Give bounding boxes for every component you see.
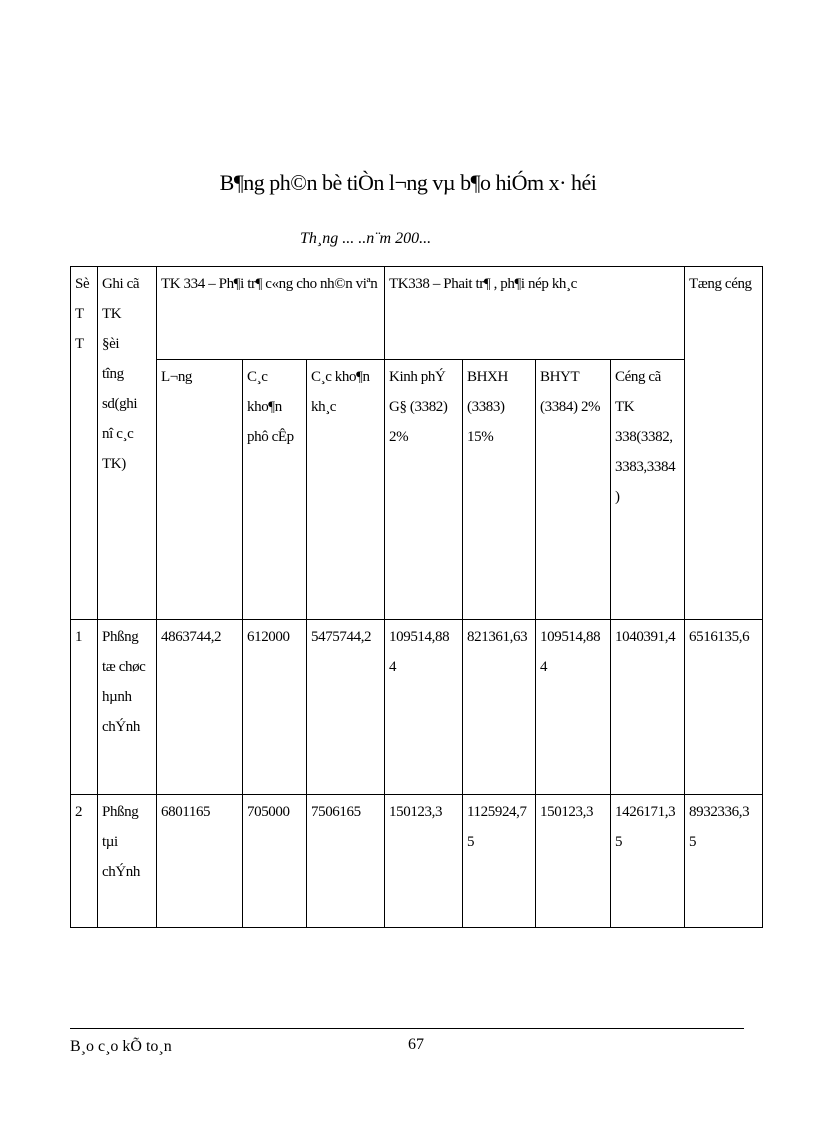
cell-phu-cap: 612000: [243, 620, 307, 795]
cell-tong: 8932336,3 5: [685, 795, 763, 928]
header-bhyt: BHYT (3384) 2%: [536, 360, 611, 620]
cell-khac: 7506165: [307, 795, 385, 928]
table-row: [71, 620, 763, 795]
cell-stt: 1: [71, 620, 98, 795]
cell-cong-co: 1426171,3 5: [611, 795, 685, 928]
cell-bhyt: 150123,3: [536, 795, 611, 928]
cell-bhxh: 1125924,7 5: [463, 795, 536, 928]
cell-cong-co: 1040391,4: [611, 620, 685, 795]
cell-tong: 6516135,6: [685, 620, 763, 795]
cell-phu-cap: 705000: [243, 795, 307, 928]
header-tong-cong: Tæng céng: [685, 267, 763, 620]
cell-name: Phßng tµi chÝnh: [98, 795, 157, 928]
cell-name: Phßng tæ chøc hµnh chÝnh: [98, 620, 157, 795]
header-ghi-co: Ghi cã TK §èi tîng sd(ghi nî c¸c TK): [98, 267, 157, 620]
header-cac-khoan-khac: C¸c kho¶n kh¸c: [307, 360, 385, 620]
cell-kinh-phi: 109514,88 4: [385, 620, 463, 795]
salary-allocation-table: [70, 266, 763, 928]
page-title: B¶ng ph©n bè tiÒn l¬ng vµ b¶o hiÓm x· héi: [219, 170, 597, 195]
header-cac-khoan-phu-cap: C¸c kho¶n phô cÊp: [243, 360, 307, 620]
page-subtitle: Th¸ng ... ..n¨m 200...: [300, 230, 432, 247]
cell-luong: 6801165: [157, 795, 243, 928]
footer-report-title: B¸o c¸o kÕ to¸n: [70, 1038, 172, 1055]
cell-khac: 5475744,2: [307, 620, 385, 795]
header-kinh-phi: Kinh phÝ G§ (3382) 2%: [385, 360, 463, 620]
header-tk338: TK338 – Phait tr¶ , ph¶i nép kh¸c: [385, 267, 685, 360]
cell-kinh-phi: 150123,3: [385, 795, 463, 928]
header-tk334: TK 334 – Ph¶i tr¶ c«ng cho nh©n viªn: [157, 267, 385, 360]
cell-stt: 2: [71, 795, 98, 928]
cell-luong: 4863744,2: [157, 620, 243, 795]
header-cong-co: Céng cã TK 338(3382, 3383,3384 ): [611, 360, 685, 620]
cell-bhxh: 821361,63: [463, 620, 536, 795]
footer-divider: [70, 1028, 744, 1029]
header-bhxh: BHXH (3383) 15%: [463, 360, 536, 620]
cell-bhyt: 109514,88 4: [536, 620, 611, 795]
table-row: [71, 795, 763, 928]
header-stt: Sè T T: [71, 267, 98, 620]
header-luong: L¬ng: [157, 360, 243, 620]
page-number: 67: [408, 1036, 424, 1053]
